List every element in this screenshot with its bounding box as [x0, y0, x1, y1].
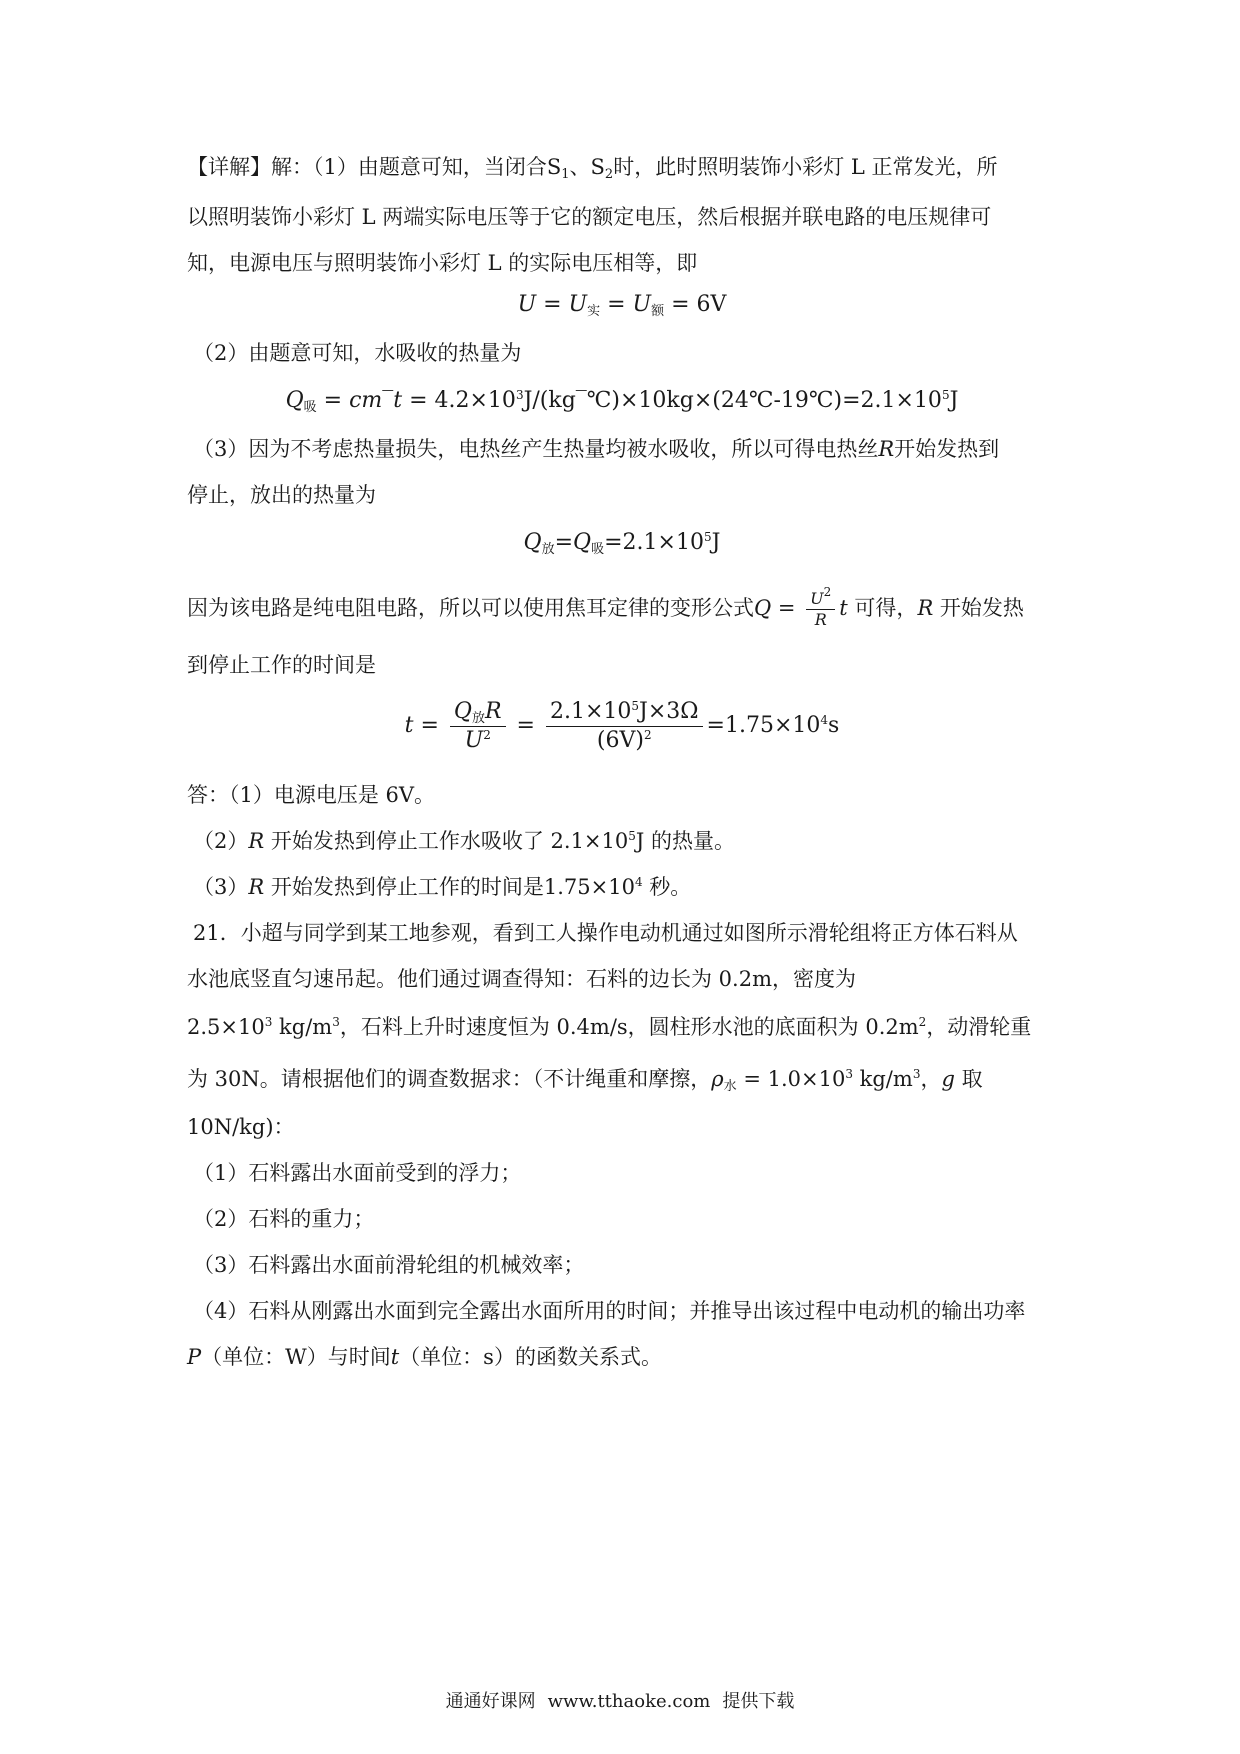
joule-fraction: $\frac{U^2}{R}$	[806, 589, 835, 630]
question-21-line-5: 10N/kg)：	[187, 1115, 295, 1139]
solution-line-3: 知，电源电压与照明装饰小彩灯 L 的实际电压相等，即	[187, 251, 698, 275]
page-footer	[0, 1690, 1240, 1714]
question-21-line-3: $2.5\times 10^3$ $kg/m^3$，石料上升时速度恒为 0.4m/s，圆柱形水池的底面积为 $0.2m^2$，动滑轮重	[187, 1015, 1032, 1039]
solution-part-3-line-1: （3）因为不考虑热量损失，电热丝产生热量均被水吸收，所以可得电热丝R开始发热到	[193, 437, 1000, 461]
answer-1: 答：（1）电源电压是 6V。	[187, 783, 436, 807]
question-21-line-1: 21．小超与同学到某工地参观，看到工人操作电动机通过如图所示滑轮组将正方体石料从	[193, 921, 1018, 945]
footer-url-link[interactable]: www.tthaoke.com	[547, 1691, 711, 1712]
footer-note: 提供下载	[722, 1691, 795, 1712]
question-21-item-2: （2）石料的重力；	[193, 1207, 375, 1231]
solution-part-4-line-1: 因为该电路是纯电阻电路，所以可以使用焦耳定律的变形公式Q = $\frac{U^2}{R}$ t 可得，R 开始发热	[187, 585, 1024, 629]
answer-2: （2）R 开始发热到停止工作水吸收了 $2.1\times 10^5J$ 的热量。	[193, 829, 735, 853]
solution-part-2: （2）由题意可知，水吸收的热量为	[193, 341, 522, 365]
answer-3: （3）R 开始发热到停止工作的时间是$1.75\times 10^4$ 秒。	[193, 875, 692, 899]
solution-line-2: 以照明装饰小彩灯 L 两端实际电压等于它的额定电压，然后根据并联电路的电压规律可	[187, 205, 992, 229]
solution-part-3-line-2: 停止，放出的热量为	[187, 483, 376, 507]
question-21-line-4: 为 30N。请根据他们的调查数据求：（不计绳重和摩擦，$\rho_水 = 1.0\times 10^3$ $kg/m^3$，g 取	[187, 1067, 983, 1094]
solution-line-1: 【详解】解：（1）由题意可知，当闭合$S_1$、$S_2$时，此时照明装饰小彩灯 L 正常发光，所	[187, 155, 998, 182]
question-21-item-1: （1）石料露出水面前受到的浮力；	[193, 1161, 522, 1185]
time-fraction-1: $\frac{Q_放R}{U^2}$	[450, 698, 506, 755]
question-21-item-4: （4）石料从刚露出水面到完全露出水面所用的时间；并推导出该过程中电动机的输出功率	[193, 1299, 1026, 1323]
solution-part-4-line-2: 到停止工作的时间是	[187, 653, 376, 677]
equation-voltage: $U = U_实 = U_额 = 6V$	[517, 292, 727, 319]
footer-site-name: 通通好课网	[445, 1691, 536, 1712]
equation-released-heat: $Q_放=Q_吸=2.1\times 10^5J$	[523, 530, 721, 557]
equation-heat: $Q_吸$ = cm‾t = $4.2\times 10^3J/(kg‾℃)\times 10kg\times(24℃-19℃)=2.1\times 10^5J$	[285, 388, 959, 415]
question-21-item-4-line-2: P（单位：W）与时间t（单位：s）的函数关系式。	[187, 1345, 662, 1369]
time-fraction-2: $\frac{2.1\times 10^5J\times 3\Omega}{(6V)^2}$	[546, 698, 703, 755]
question-21-item-3: （3）石料露出水面前滑轮组的机械效率；	[193, 1253, 585, 1277]
detail-label: 【详解】	[187, 155, 271, 179]
equation-time: t = $\frac{Q_放R}{U^2}$ = $\frac{2.1\times 10^5J\times 3\Omega}{(6V)^2}$ $=1.75\times 10^4s$	[404, 698, 840, 753]
question-21-line-2: 水池底竖直匀速吊起。他们通过调查得知：石料的边长为 0.2m，密度为	[187, 967, 856, 991]
